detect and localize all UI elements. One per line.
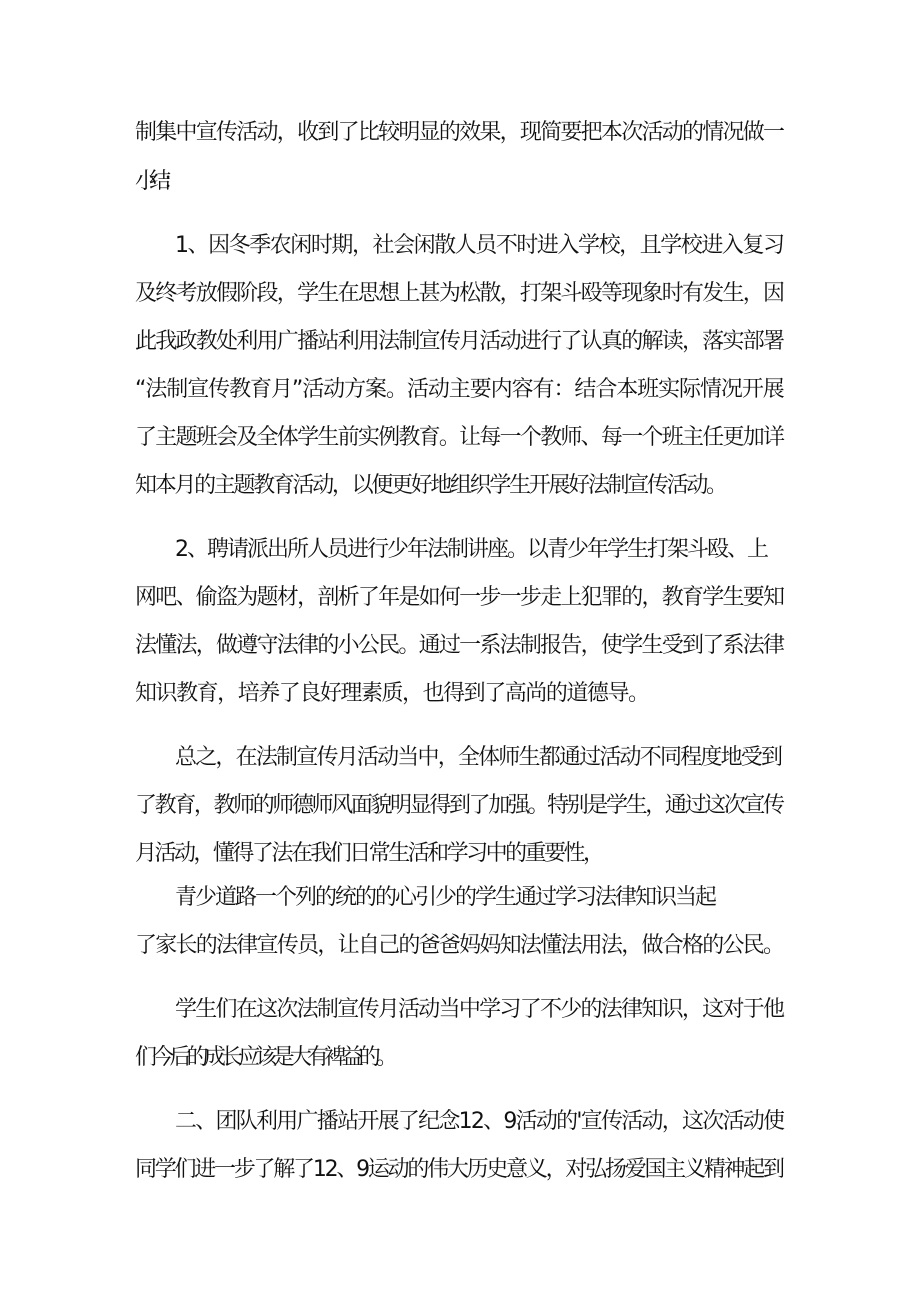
text-line: 及终考放假阶段，学生在思想上甚为松散，打架斗殴等现象时有发生，因 <box>135 281 784 306</box>
text-line: 法懂法，做遵守法律的小公民。通过一系法制报告，使学生受到了系法律 <box>135 633 784 658</box>
text-line: 二、团队利用广播站开展了纪念12、9活动的'宣传活动，这次活动使 <box>175 1109 784 1134</box>
text-line: 学生们在这次法制宣传月活动当中学习了不少的法律知识，这对于他 <box>175 997 784 1022</box>
text-line: 总之，在法制宣传月活动当中，全体师生都通过活动不同程度地受到 <box>175 745 782 770</box>
text-line: 此我政教处利用广播站利用法制宣传月活动进行了认真的解读，落实部署 <box>135 329 784 354</box>
text-line: 网吧、偷盗为题材，剖析了年是如何一步一步走上犯罪的，教育学生要知 <box>135 585 784 610</box>
text-line: 月活动，懂得了法在我们日常生活和学习中的重要性， <box>135 841 603 866</box>
text-line: 制集中宣传活动，收到了比较明显的效果，现简要把本次活动的情况做一 <box>135 120 784 145</box>
text-line: 们今后的成长应该是大有裨益的。 <box>135 1045 394 1070</box>
text-line: 2、聘请派出所人员进行少年法制讲座。以青少年学生打架斗殴、上 <box>175 537 767 562</box>
text-line: 了教育，教师的师德师风面貌明显得到了加强。特别是学生，通过这次宣传 <box>135 793 783 818</box>
text-line: 小结： <box>135 169 178 194</box>
text-line: 1、因冬季农闲时期，社会闲散人员不时进入学校，且学校进入复习 <box>175 233 784 258</box>
text-line: 青少道路一个列的统的的心引少的学生通过学习法律知识当起 <box>175 885 716 910</box>
text-line: 知本月的主题教育活动，以便更好地组织学生开展好法制宣传活动。 <box>135 473 726 498</box>
text-line: 了家长的法律宣传员，让自己的爸爸妈妈知法懂法用法，做合格的公民。 <box>135 933 784 958</box>
text-line: “法制宣传教育月”活动方案。活动主要内容有：结合本班实际情况开展 <box>135 377 784 402</box>
text-line: 同学们进一步了解了12、9运动的伟大历史意义，对弘扬爱国主义精神起到 <box>135 1157 783 1182</box>
text-line: 了主题班会及全体学生前实例教育。让每一个教师、每一个班主任更加详 <box>135 425 784 450</box>
text-line: 知识教育，培养了良好理素质，也得到了高尚的道德导。 <box>135 681 649 706</box>
